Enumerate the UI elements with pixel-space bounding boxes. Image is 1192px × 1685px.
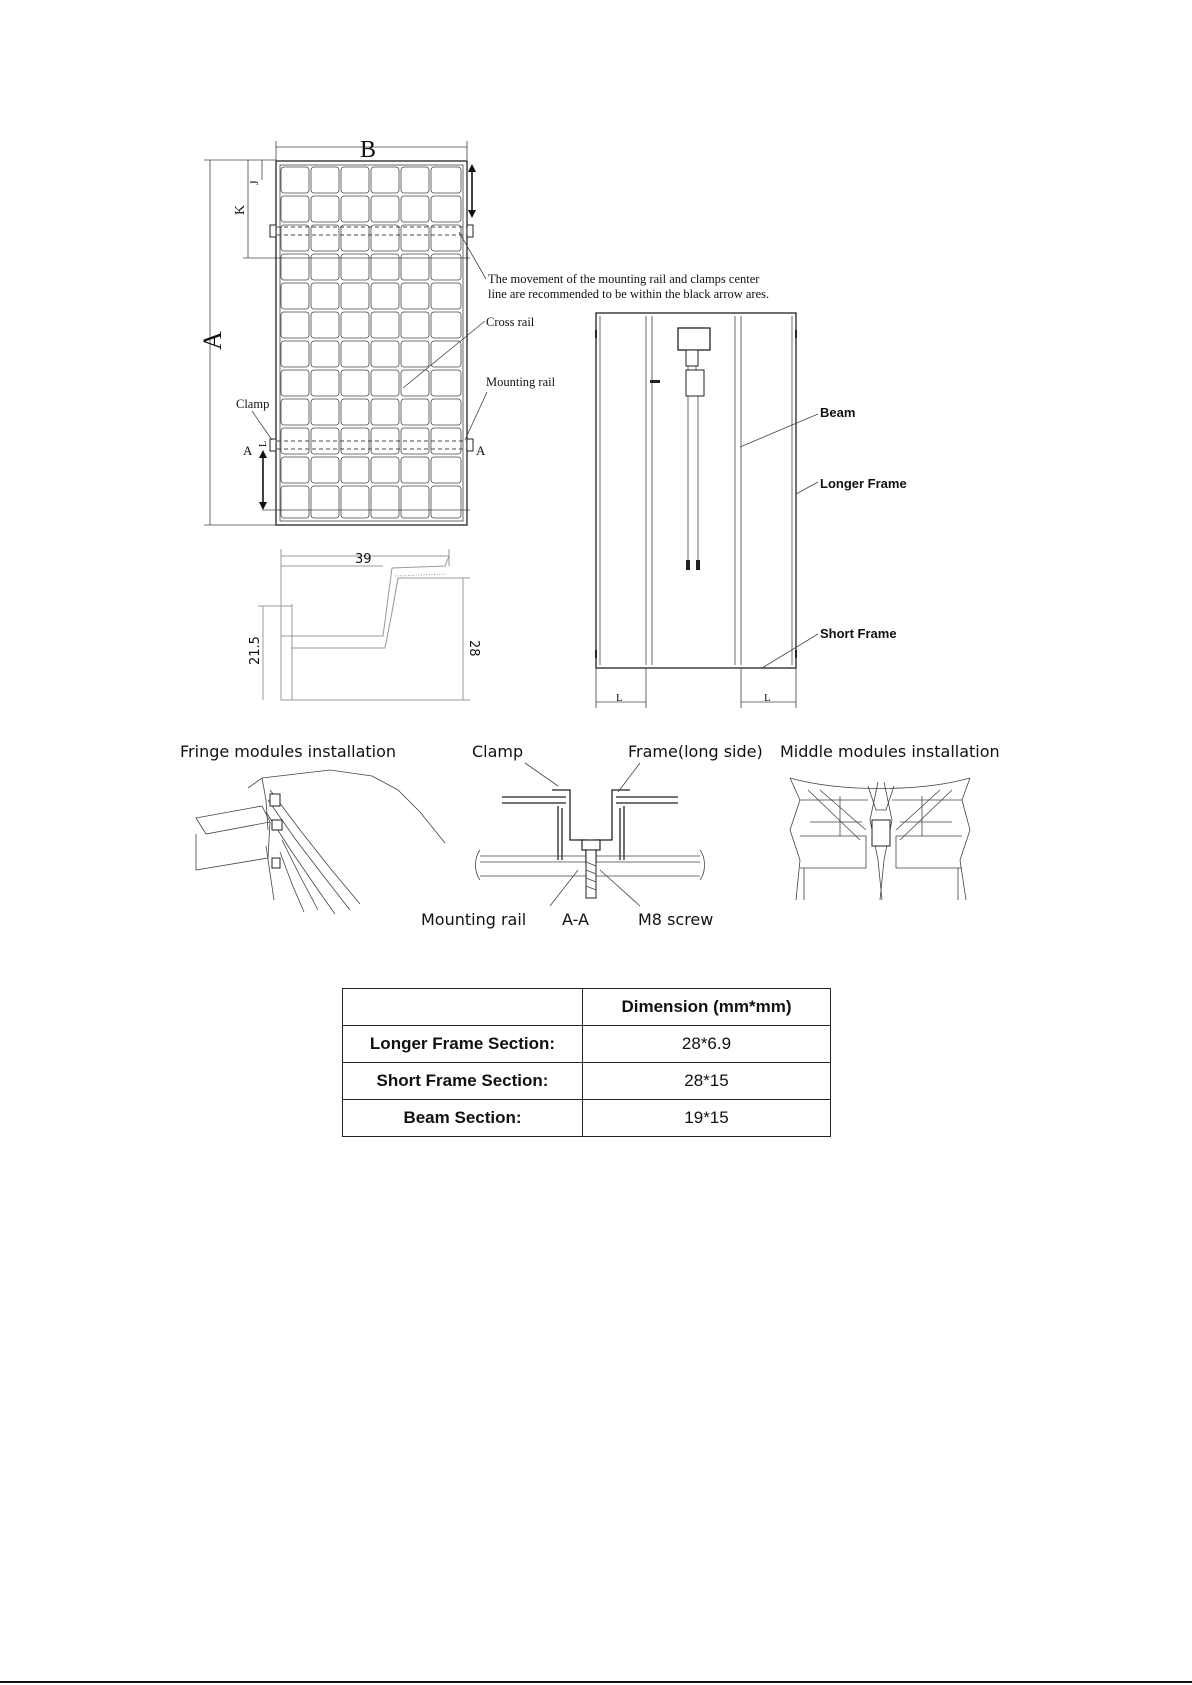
beam-label: Beam <box>820 405 856 420</box>
dimension-l-label: L <box>258 440 269 447</box>
profile-dim-top: 39 <box>355 552 372 567</box>
table-header-blank <box>343 989 583 1026</box>
movement-arrow-top <box>468 164 476 218</box>
movement-note-line1: The movement of the mounting rail and clamps center <box>488 272 760 286</box>
table-row <box>343 1100 831 1137</box>
page-bottom-rule <box>0 1681 1192 1683</box>
mounting-rail-detail-label: Mounting rail <box>421 910 527 929</box>
dimension-b-label: B <box>360 137 377 163</box>
row-value: 19*15 <box>583 1100 831 1137</box>
rear-l-right: L <box>764 692 771 704</box>
dimension-a-label: A <box>198 331 227 350</box>
clamp-detail-label: Clamp <box>472 742 524 761</box>
dimension-table <box>342 988 831 1137</box>
row-label: Short Frame Section: <box>343 1063 583 1100</box>
frame-long-side-label: Frame(long side) <box>628 742 763 761</box>
row-value: 28*6.9 <box>583 1026 831 1063</box>
movement-note-line2: line are recommended to be within the black arrow ares. <box>488 287 770 301</box>
table-row <box>343 1063 831 1100</box>
row-label: Beam Section: <box>343 1100 583 1137</box>
middle-title: Middle modules installation <box>780 742 1000 761</box>
middle-installation <box>780 742 1000 900</box>
profile-dim-right: 28 <box>466 640 481 657</box>
dimension-k-label: K <box>233 204 248 215</box>
dimension-j-label: J <box>247 180 261 185</box>
cross-rail-label: Cross rail <box>486 315 535 329</box>
fringe-title: Fringe modules installation <box>180 742 397 761</box>
section-a-a-label: A-A <box>562 910 589 929</box>
table-header-row <box>343 989 831 1026</box>
section-mark-right: A <box>476 443 486 458</box>
cell-grid <box>281 167 461 518</box>
clamp-label: Clamp <box>236 397 270 411</box>
m8-screw-label: M8 screw <box>638 910 714 929</box>
movement-arrow-bottom <box>259 450 267 510</box>
junction-box <box>678 328 710 350</box>
rear-l-left: L <box>616 692 623 704</box>
section-mark-left: A <box>243 443 253 458</box>
profile-dim-left: 21.5 <box>248 636 263 665</box>
frame-profile <box>248 549 481 700</box>
row-label: Longer Frame Section: <box>343 1026 583 1063</box>
section-a-a <box>421 742 763 929</box>
rear-view <box>596 313 907 708</box>
longer-frame-label: Longer Frame <box>820 476 907 491</box>
row-value: 28*15 <box>583 1063 831 1100</box>
mounting-rail-label: Mounting rail <box>486 375 556 389</box>
short-frame-label: Short Frame <box>820 626 897 641</box>
fringe-installation <box>180 742 445 914</box>
table-header-dimension: Dimension (mm*mm) <box>583 989 831 1026</box>
table-row <box>343 1026 831 1063</box>
